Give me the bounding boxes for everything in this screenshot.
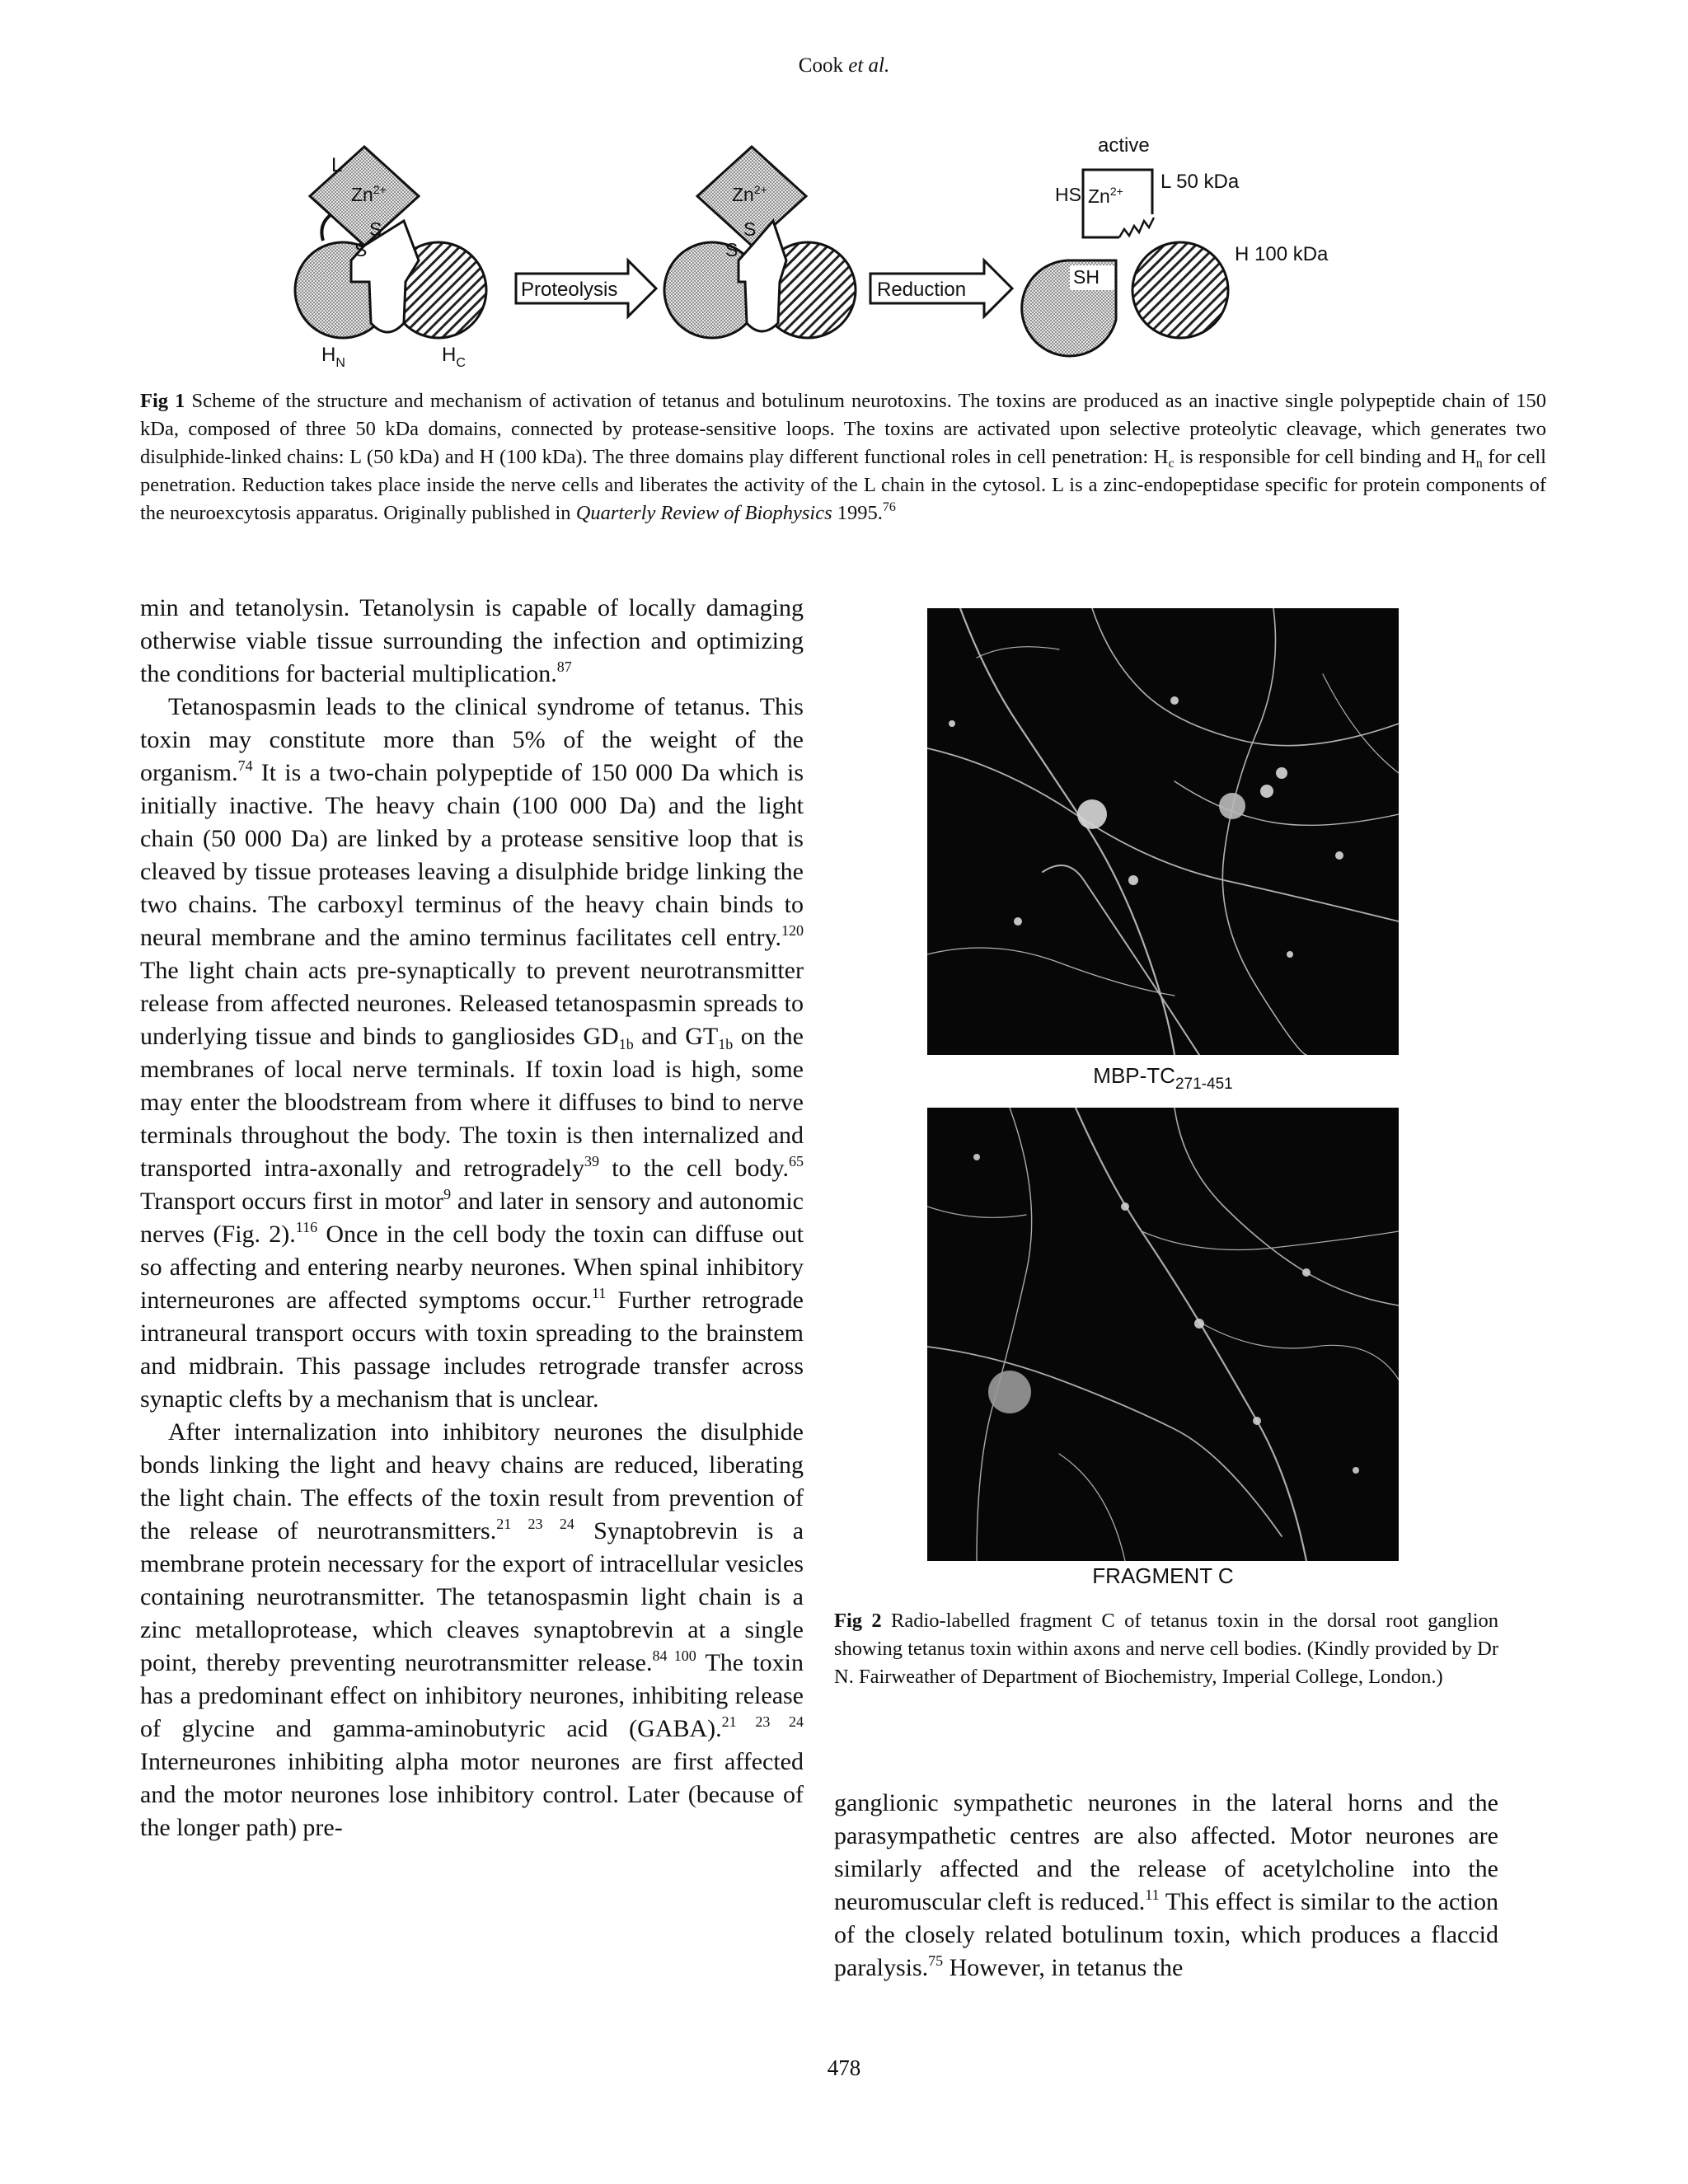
- fig1-caption-text: is responsible for cell binding and H: [1174, 446, 1476, 468]
- proteolysis-arrow: [516, 260, 656, 316]
- proteolysis-label: Proteolysis: [521, 279, 618, 301]
- reduction-arrow: [870, 260, 1012, 316]
- micrograph-mbp-tc: [927, 608, 1399, 1055]
- fig1-label-HN: $H_N$: [321, 344, 345, 370]
- l50-label: L 50 kDa: [1160, 171, 1240, 193]
- fig1-s-top-1: S: [369, 218, 382, 240]
- disulphide-loop-1: [321, 214, 331, 241]
- ref-superscript: 21 23 24: [496, 1516, 574, 1532]
- fig1-s-top-2: S: [743, 218, 757, 240]
- running-header: [0, 54, 1688, 77]
- active-label: active: [1098, 134, 1150, 157]
- paragraph: ganglionic sympathetic neurones in the lateral horns and the parasympathetic centres are also affected. Motor neurones are similarly affected and the release of acetylcholine into the neuromuscular cleft is reduced.$^{11}$ This effect is similar to the action of the closely related botulinum toxin, which produces a flaccid paralysis.$^{75}$ However, in tetanus the: [834, 1789, 1498, 1981]
- ref-superscript: 120: [781, 922, 804, 939]
- ref-superscript: 65: [789, 1153, 804, 1169]
- fig1-label-L: L: [331, 154, 343, 176]
- ref-superscript: 39: [584, 1153, 599, 1169]
- ref-superscript: 116: [295, 1219, 318, 1235]
- page-number: 478: [827, 2055, 861, 2080]
- reduction-label: Reduction: [877, 279, 967, 301]
- micrograph-label-top: MBP-$TC_{271-451}$: [1093, 1063, 1233, 1093]
- fig1-s-bottom-1: S: [354, 239, 368, 260]
- fig1-label-HC: $H_C$: [442, 344, 466, 370]
- ref-superscript: 11: [591, 1285, 607, 1301]
- fig1-s-bottom-2: S: [725, 239, 738, 260]
- paragraph: min and tetanolysin. Tetanolysin is capable of locally damaging otherwise viable tissue surrounding the infection and optimizing the conditions for bacterial multiplication.$^{87}$: [140, 594, 804, 687]
- micrograph-label-bottom: FRAGMENT C: [1092, 1563, 1234, 1588]
- zigzag: [1119, 218, 1154, 237]
- ref-superscript: 74: [237, 757, 253, 774]
- fig1-caption-year: 1995.: [832, 502, 883, 524]
- fig1-caption-sub: c: [1168, 457, 1175, 471]
- fig1-zn-3: $Zn^{2+}$: [1088, 185, 1123, 207]
- fig1-zn-1: $Zn^{2+}$: [351, 183, 387, 205]
- sh-label: SH: [1073, 266, 1100, 288]
- ref-superscript: 9: [443, 1186, 452, 1202]
- body-column-right: [834, 1787, 1498, 1985]
- fig1-caption-text: for cell penetration. Reduction takes place inside the nerve cells and liberates the activity of the L chain in the cytosol. L is a zinc-endopeptidase specific for protein components of the neuroexcytosis apparatus. Originally published in: [140, 446, 1546, 524]
- h100-label: H 100 kDa: [1235, 243, 1329, 265]
- ref-superscript: 75: [928, 1952, 944, 1969]
- fig1-scheme: [272, 129, 1368, 376]
- subscript: 1b: [618, 1036, 634, 1052]
- hc-domain-3: [1132, 242, 1228, 338]
- header-author: Cook: [798, 54, 843, 77]
- fig2-caption-label: Fig 2: [834, 1610, 882, 1632]
- fig1-caption: [140, 387, 1546, 527]
- paragraph: Tetanospasmin leads to the clinical syndrome of tetanus. This toxin may constitute more than 5% of the weight of the organism.$^{74}$ It is a two-chain polypeptide of 150 000 Da which is initially inactive. The heavy chain (100 000 Da) and the light chain (50 000 Da) are linked by a protease sensitive loop that is cleaved by tissue proteases leaving a disulphide bridge linking the two chains. The carboxyl terminus of the heavy chain binds to neural membrane and the amino terminus facilitates cell entry.$^{120}$ The light chain acts pre-synaptically to prevent neurotransmitter release from affected neurones. Released tetanospasmin spreads to underlying tissue and binds to gangliosides $GD_{1b}$ and $GT_{1b}$ on the membranes of local nerve terminals. If toxin load is high, some may enter the bloodstream from where it diffuses to bind to nerve terminals throughout the body. The toxin is then internalized and transported intra-axonally and retrogradely$^{39}$ to the cell body.$^{65}$ Transport occurs first in motor$^9$ and later in sensory and autonomic nerves (Fig. 2).$^{116}$ Once in the cell body the toxin can diffuse out so affecting and entering nearby neurones. When spinal inhibitory interneurones are affected symptoms occur.$^{11}$ Further retrograde intraneural transport occurs with toxin spreading to the brainstem and midbrain. This passage includes retrograde transfer across synaptic clefts by a mechanism that is unclear.: [140, 693, 804, 1413]
- fig1-caption-ref: 76: [882, 500, 896, 514]
- subscript: 1b: [718, 1036, 734, 1052]
- fig1-caption-journal: Quarterly Review of Biophysics: [575, 502, 832, 524]
- ref-superscript: 84 100: [652, 1647, 696, 1664]
- fig1-zn-2: $Zn^{2+}$: [732, 183, 767, 205]
- ref-superscript: 21 23 24: [721, 1713, 804, 1730]
- fig1-caption-sub: n: [1475, 457, 1483, 471]
- fig1-caption-label: Fig 1: [140, 390, 185, 412]
- micrograph-fragment-c: [927, 1108, 1399, 1561]
- toxin-single-chain: [295, 147, 486, 370]
- fig2-caption: [834, 1607, 1498, 1691]
- toxin-two-chain: [664, 147, 856, 338]
- ref-superscript: 11: [1145, 1886, 1160, 1903]
- header-etal: et al.: [848, 54, 890, 77]
- ref-superscript: 87: [556, 658, 572, 675]
- fig1-caption-text: Scheme of the structure and mechanism of activation of tetanus and botulinum neurotoxins. The toxins are produced as an inactive single polypeptide chain of 150 kDa, composed of three 50 kDa domains, connected by protease-sensitive loops. The toxins are activated upon selective proteolytic cleavage, which generates two disulphide-linked chains: L (50 kDa) and H (100 kDa). The three domains play different functional roles in cell penetration: H: [140, 390, 1546, 468]
- fig2-caption-text: Radio-labelled fragment C of tetanus toxin in the dorsal root ganglion showing tetanus toxin within axons and nerve cell bodies. (Kindly provided by Dr N. Fairweather of Department of Biochemistry, Imperial College, London.): [834, 1610, 1498, 1688]
- paragraph: After internalization into inhibitory neurones the disulphide bonds linking the light and heavy chains are reduced, liberating the light chain. The effects of the toxin result from prevention of the release of neurotransmitters.$^{21 23 24}$ Synaptobrevin is a membrane protein necessary for the export of intracellular vesicles containing neurotransmitter. The tetanospasmin light chain is a zinc metalloprotease, which cleaves synaptobrevin at a single point, thereby preventing neurotransmitter release.$^{84 100}$ The toxin has a predominant effect on inhibitory neurones, inhibiting release of glycine and gamma-aminobutyric acid (GABA).$^{21 23 24}$ Interneurones inhibiting alpha motor neurones are first affected and the motor neurones lose inhibitory control. Later (because of the longer path) pre-: [140, 1418, 804, 1841]
- body-column-left: [140, 592, 804, 1844]
- toxin-reduced: [1022, 134, 1329, 356]
- hs-label: HS: [1055, 184, 1081, 205]
